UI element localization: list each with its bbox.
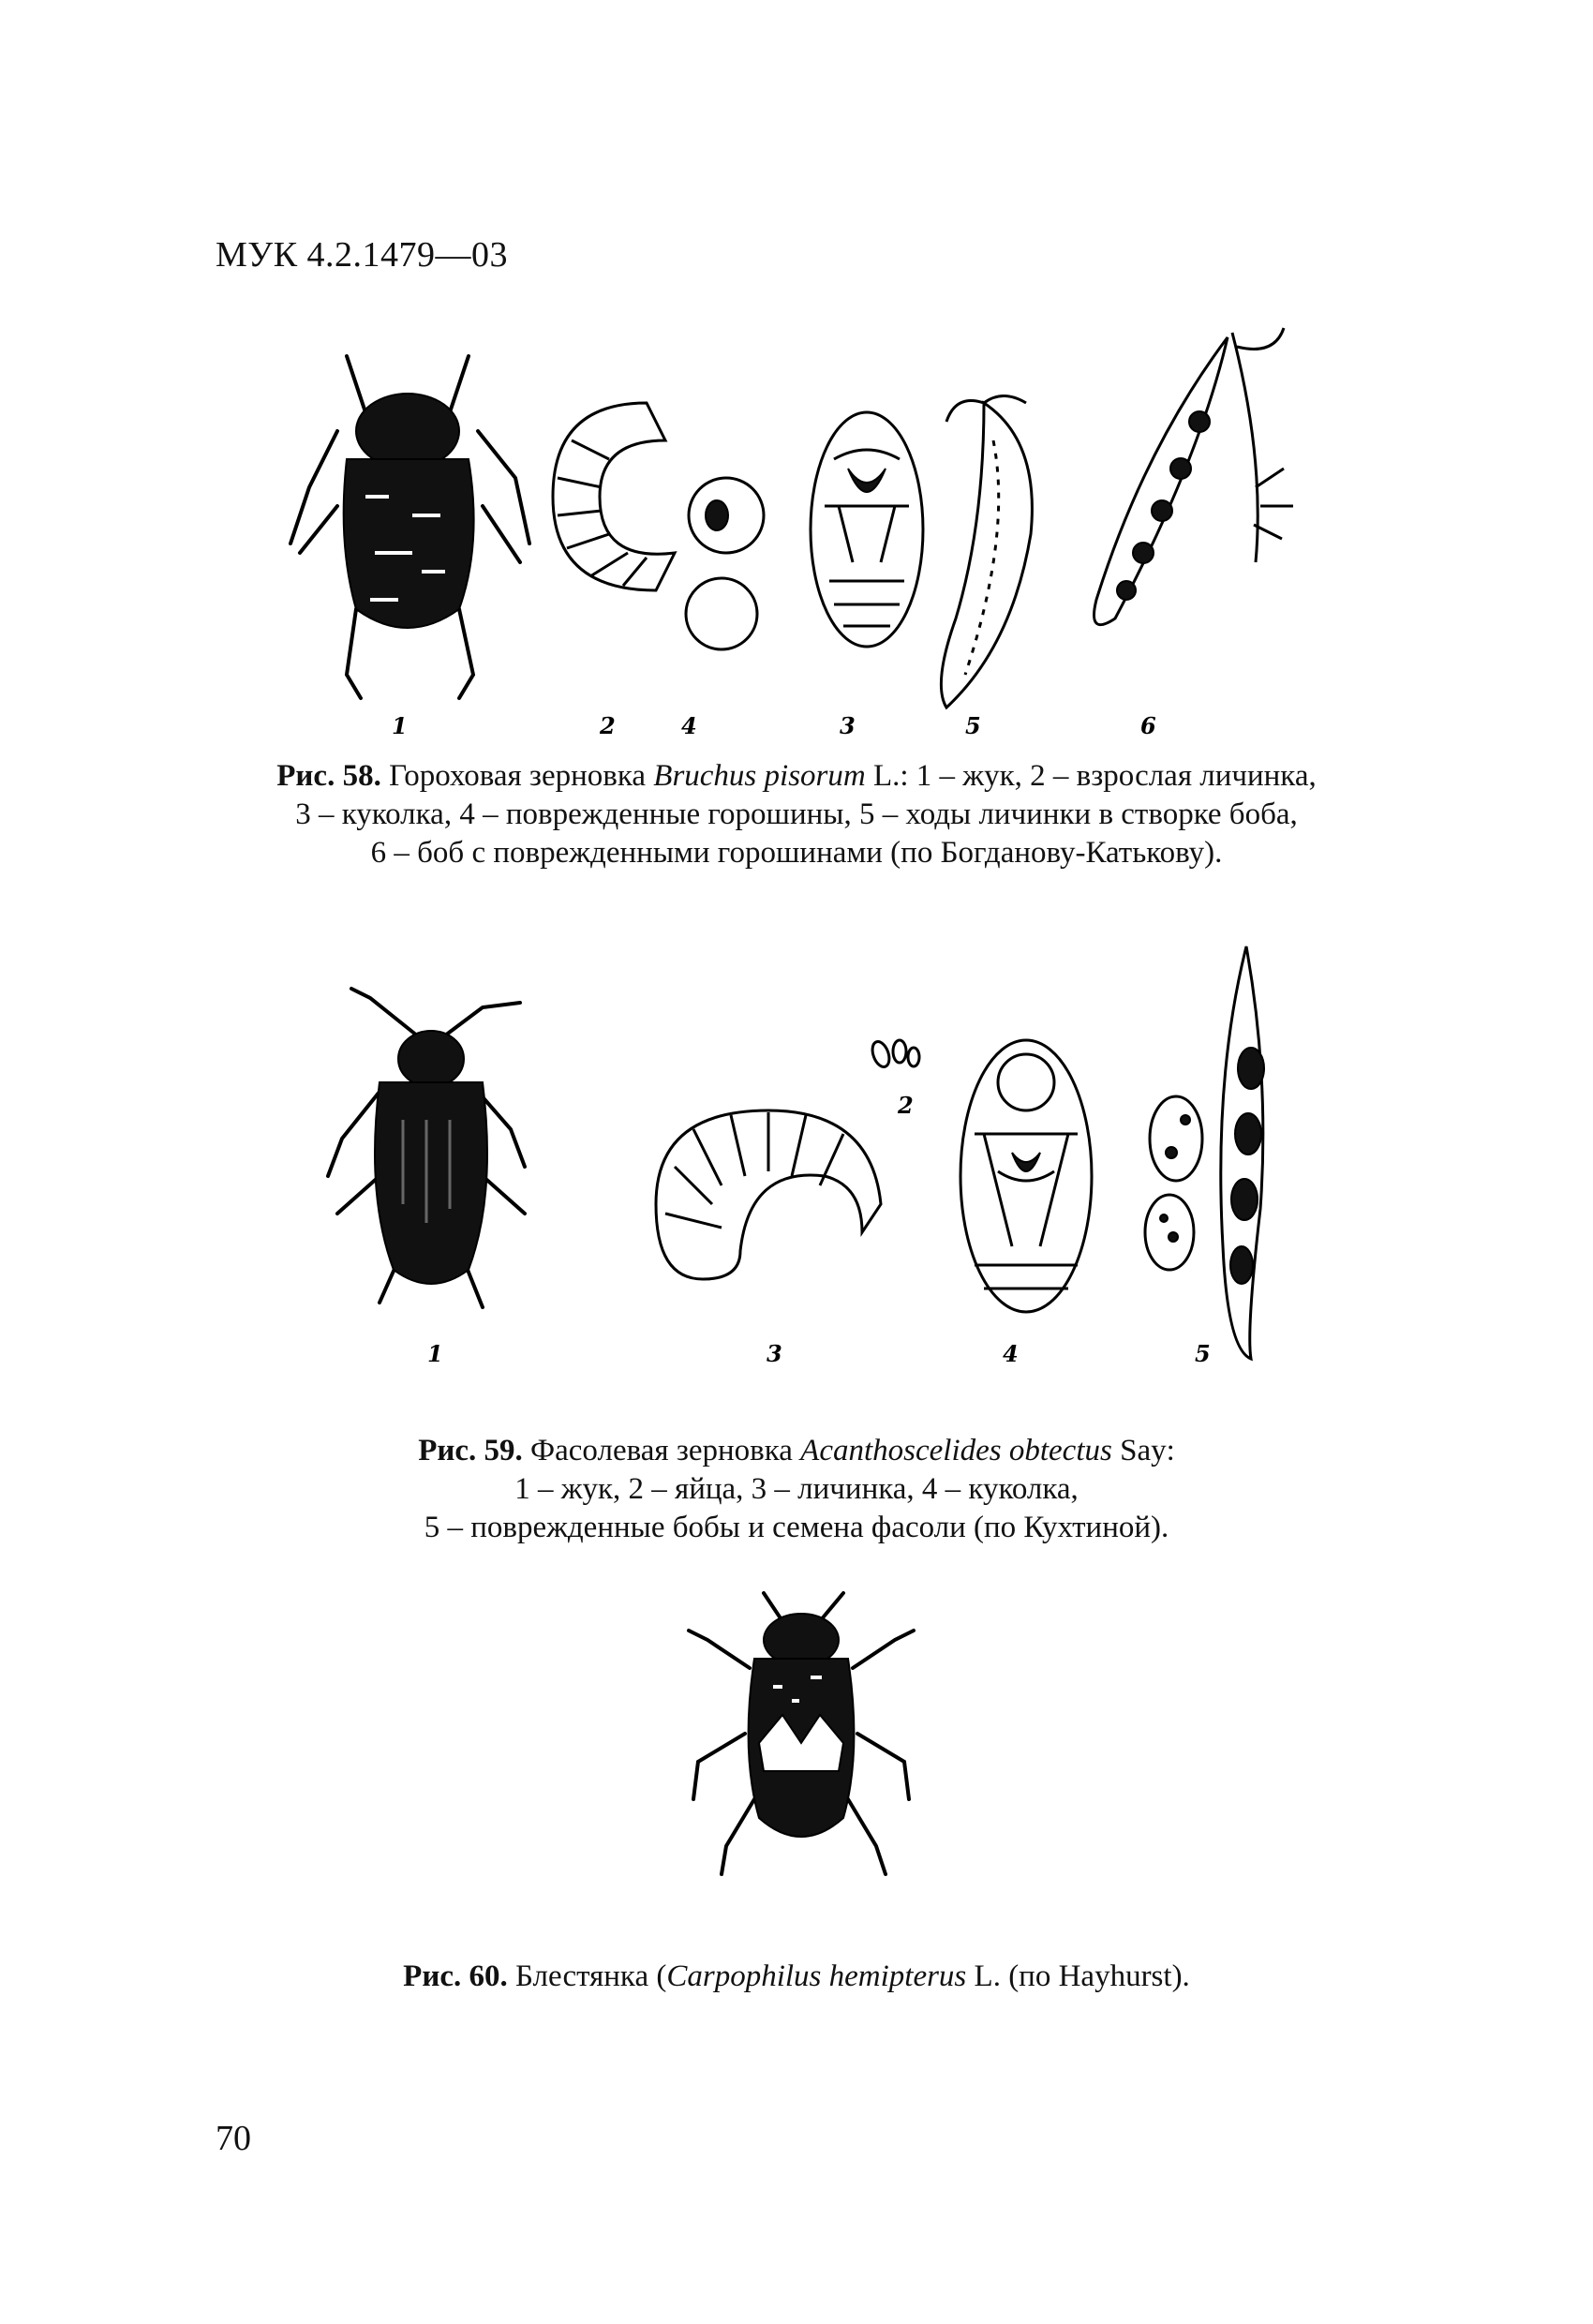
pupa-illustration <box>796 403 937 656</box>
latin-name: Bruchus pisorum <box>653 759 866 793</box>
caption-text: Фасолевая зерновка <box>522 1434 801 1467</box>
figure-59-label-5: 5 <box>1195 1340 1211 1367</box>
caption-line: 1 – жук, 2 – яйца, 3 – личинка, 4 – куколка, <box>514 1472 1079 1506</box>
figure-58-label-4: 4 <box>681 712 697 739</box>
eggs-illustration <box>867 1031 923 1078</box>
beetle-illustration <box>314 979 539 1326</box>
figure-58-label-5: 5 <box>965 712 981 739</box>
figure-58-label-3: 3 <box>840 712 856 739</box>
caption-text: L.: 1 – жук, 2 – взрослая личинка, <box>865 759 1317 793</box>
damaged-beans-and-seeds-illustration <box>1134 937 1284 1368</box>
larva-illustration <box>534 384 693 609</box>
sap-beetle-illustration <box>670 1584 932 1884</box>
damaged-peas-illustration <box>675 450 778 665</box>
caption-text: L. (по Hayhurst). <box>966 1959 1190 1993</box>
figure-58-label-6: 6 <box>1140 712 1156 739</box>
figure-59-caption <box>0 1432 1593 1547</box>
pod-with-larval-tracks-illustration <box>928 384 1059 722</box>
figure-58-label-1: 1 <box>392 712 408 739</box>
caption-line: 6 – боб с поврежденными горошинами (по Богданову-Катькову). <box>370 836 1223 870</box>
caption-line: 3 – куколка, 4 – поврежденные горошины, 5 – ходы личинки в створке боба, <box>295 797 1298 831</box>
page-number: 70 <box>216 2119 251 2158</box>
figure-58-label-2: 2 <box>600 712 616 739</box>
figure-label: Рис. 59. <box>418 1434 523 1467</box>
latin-name: Acanthoscelides obtectus <box>800 1434 1112 1467</box>
pod-with-damaged-peas-illustration <box>1040 319 1303 693</box>
figure-59-label-1: 1 <box>427 1340 443 1367</box>
figure-label: Рис. 58. <box>276 759 381 793</box>
figure-label: Рис. 60. <box>403 1959 508 1993</box>
caption-text: Гороховая зерновка <box>380 759 654 793</box>
pupa-illustration <box>946 1031 1106 1321</box>
beetle-illustration <box>281 328 543 703</box>
figure-59-label-4: 4 <box>1003 1340 1019 1367</box>
caption-text: Блестянка ( <box>507 1959 667 1993</box>
caption-text: Say: <box>1111 1434 1175 1467</box>
figure-59-label-2: 2 <box>898 1092 914 1119</box>
figure-58-caption <box>0 757 1593 872</box>
larva-illustration <box>637 1092 900 1298</box>
caption-line: 5 – поврежденные бобы и семена фасоли (по Кухтиной). <box>424 1511 1169 1544</box>
figure-60-caption <box>0 1958 1593 1996</box>
figure-59-label-3: 3 <box>767 1340 782 1367</box>
document-code-header: МУК 4.2.1479—03 <box>216 235 509 275</box>
latin-name: Carpophilus hemipterus <box>666 1959 967 1993</box>
